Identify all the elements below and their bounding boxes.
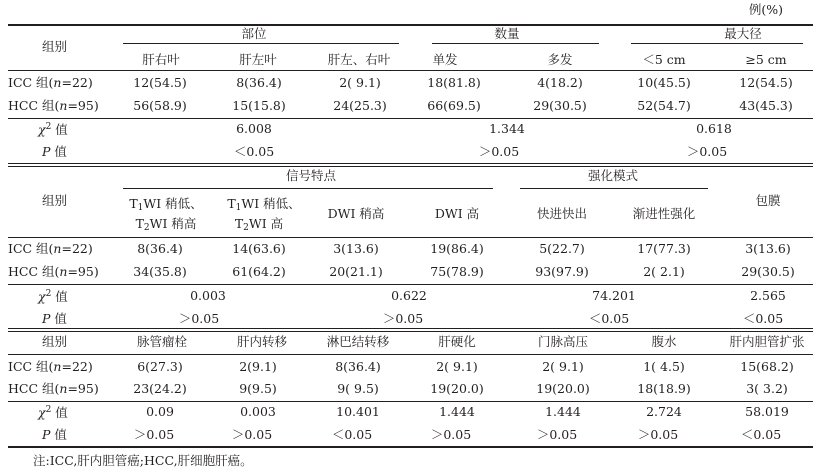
header-rule	[8, 237, 813, 238]
row-label-icc: ICC 组(n=22)	[8, 75, 93, 90]
table-cell: 20(21.1)	[329, 264, 383, 279]
stat-value: ＜0.05	[331, 427, 373, 442]
col-header-t2-high: $T_2WI$ 高	[234, 216, 284, 233]
row-label-hcc: HCC 组(n=95)	[8, 264, 99, 279]
group-underline-enhance	[520, 188, 708, 189]
group-column-header: 组别	[42, 193, 68, 208]
group-header-diameter: 最大径	[724, 26, 762, 41]
row-label-p: P 值	[42, 427, 67, 442]
stat-value: ＞0.05	[637, 427, 679, 442]
table-cell: 2(9.1)	[239, 359, 277, 374]
table-cell: 15(68.2)	[740, 359, 794, 374]
col-header-t2-high: $T_2WI$ 稍高	[135, 216, 197, 233]
col-header: DWI 高	[434, 206, 480, 221]
group-header-signal: 信号特点	[285, 168, 337, 183]
row-label-p: P 值	[42, 311, 67, 326]
table-cell: 66(69.5)	[427, 98, 481, 113]
stat-value: ＞0.05	[382, 311, 424, 326]
stat-value: 58.019	[745, 404, 789, 419]
table-cell: 56(58.9)	[133, 98, 187, 113]
table-cell: 3(13.6)	[745, 241, 791, 256]
group-header-count: 数量	[494, 26, 520, 41]
table-cell: 23(24.2)	[133, 381, 187, 396]
row-label-chi: $\chi^2$ 值	[38, 122, 68, 137]
row-label-chi: $\chi^2$ 值	[38, 405, 68, 420]
table-cell: 19(20.0)	[536, 381, 590, 396]
col-header: ≥5 cm	[745, 52, 787, 67]
col-header-capsule: 包膜	[755, 193, 781, 208]
table-cell: 93(97.9)	[535, 264, 589, 279]
col-header: 肝左、右叶	[327, 52, 391, 67]
stat-value: ＞0.05	[231, 427, 273, 442]
stats-rule	[8, 118, 813, 119]
table-cell: 18(18.9)	[637, 381, 691, 396]
table-cell: 24(25.3)	[333, 98, 387, 113]
table-cell: 43(45.3)	[739, 98, 793, 113]
table-cell: 2( 2.1)	[643, 264, 685, 279]
col-header-t1-low: $T_1WI$ 稍低、	[227, 196, 301, 213]
table-cell: 29(30.5)	[741, 264, 795, 279]
stats-rule	[8, 284, 813, 285]
table-cell: 2( 9.1)	[436, 359, 478, 374]
section-rule	[8, 331, 813, 332]
stat-value: ＞0.05	[430, 427, 472, 442]
col-header: 渐进性强化	[632, 206, 696, 221]
table-cell: 29(30.5)	[533, 98, 587, 113]
stat-value: ＜0.05	[233, 144, 275, 159]
col-header: 肝左叶	[239, 52, 277, 67]
col-header: 多发	[547, 52, 573, 67]
group-underline-location	[123, 43, 399, 44]
table-cell: 15(15.8)	[232, 98, 286, 113]
group-column-header: 组别	[42, 334, 68, 349]
row-label-hcc: HCC 组(n=95)	[8, 381, 99, 396]
table-cell: 1( 4.5)	[643, 359, 685, 374]
stat-value: ＞0.05	[478, 144, 520, 159]
col-header: DWI 稍高	[327, 206, 385, 221]
col-header: 门脉高压	[537, 334, 589, 349]
group-underline-count	[432, 43, 599, 44]
table-cell: 8(36.4)	[335, 359, 381, 374]
table-cell: 19(86.4)	[430, 241, 484, 256]
stat-value: 1.444	[439, 404, 475, 419]
col-header: 肝内转移	[236, 334, 288, 349]
group-column-header: 组别	[42, 39, 68, 54]
table-cell: 9(9.5)	[239, 381, 277, 396]
table-cell: 8(36.4)	[236, 75, 282, 90]
table-cell: 2( 9.1)	[339, 75, 381, 90]
stat-value: 1.344	[489, 121, 525, 136]
unit-note: 例(%)	[748, 2, 783, 17]
table-cell: 61(64.2)	[232, 264, 286, 279]
table-cell: 18(81.8)	[427, 75, 481, 90]
header-rule	[8, 70, 813, 71]
stat-value: 1.444	[545, 404, 581, 419]
table-cell: 75(78.9)	[430, 264, 484, 279]
table-cell: 12(54.5)	[739, 75, 793, 90]
section-rule	[8, 328, 813, 329]
table-cell: 3( 3.2)	[746, 381, 788, 396]
stat-value: 0.09	[146, 404, 174, 419]
col-header: 肝右叶	[142, 52, 180, 67]
stat-value: ＜0.05	[740, 427, 782, 442]
section-rule	[8, 166, 813, 167]
table-cell: 9( 9.5)	[337, 381, 379, 396]
stat-value: 10.401	[336, 404, 380, 419]
table-cell: 10(45.5)	[637, 75, 691, 90]
table-cell: 3(13.6)	[333, 241, 379, 256]
section-rule	[8, 163, 813, 164]
stat-value: 2.724	[646, 404, 682, 419]
stats-rule	[8, 401, 813, 402]
col-header: 腹水	[651, 334, 677, 349]
group-underline-diameter	[631, 43, 803, 44]
col-header: 脉管瘤栓	[136, 334, 188, 349]
stat-value: ＞0.05	[178, 311, 220, 326]
stat-value: ＞0.05	[133, 427, 175, 442]
table-cell: 8(36.4)	[137, 241, 183, 256]
stat-value: 0.003	[240, 404, 276, 419]
table-cell: 2( 9.1)	[542, 359, 584, 374]
stat-value: 6.008	[236, 121, 272, 136]
stat-value: 0.003	[190, 288, 226, 303]
stat-value: ＜0.05	[588, 311, 630, 326]
stat-value: ＞0.05	[536, 427, 578, 442]
table-cell: 4(18.2)	[537, 75, 583, 90]
row-label-icc: ICC 组(n=22)	[8, 359, 93, 374]
header-rule	[8, 354, 813, 355]
table-cell: 17(77.3)	[637, 241, 691, 256]
table-cell: 12(54.5)	[133, 75, 187, 90]
table-cell: 34(35.8)	[133, 264, 187, 279]
table-cell: 19(20.0)	[430, 381, 484, 396]
stat-value: 2.565	[750, 288, 786, 303]
col-header: 单发	[432, 52, 458, 67]
group-header-enhance: 强化模式	[587, 168, 639, 183]
table-cell: 5(22.7)	[539, 241, 585, 256]
group-underline-signal	[123, 188, 493, 189]
row-label-p: P 值	[42, 144, 67, 159]
table-cell: 14(63.6)	[232, 241, 286, 256]
stat-value: ＞0.05	[686, 144, 728, 159]
col-header: 肝硬化	[438, 334, 476, 349]
stat-value: ＜0.05	[742, 311, 784, 326]
footnote: 注:ICC,肝内胆管癌;HCC,肝细胞肝癌。	[33, 453, 253, 468]
table-cell: 6(27.3)	[137, 359, 183, 374]
stat-value: 0.622	[391, 288, 427, 303]
col-header: 肝内胆管扩张	[729, 334, 805, 349]
top-rule	[8, 24, 813, 26]
col-header: ＜5 cm	[642, 52, 686, 67]
group-header-location: 部位	[241, 26, 267, 41]
row-label-hcc: HCC 组(n=95)	[8, 98, 99, 113]
col-header: 淋巴结转移	[326, 334, 390, 349]
row-label-chi: $\chi^2$ 值	[38, 289, 68, 304]
stat-value: 0.618	[696, 121, 732, 136]
table-cell: 52(54.7)	[637, 98, 691, 113]
col-header-t1-low: $T_1WI$ 稍低、	[129, 196, 203, 213]
stat-value: 74.201	[592, 288, 636, 303]
col-header: 快进快出	[536, 206, 588, 221]
bottom-rule	[8, 446, 813, 448]
row-label-icc: ICC 组(n=22)	[8, 241, 93, 256]
